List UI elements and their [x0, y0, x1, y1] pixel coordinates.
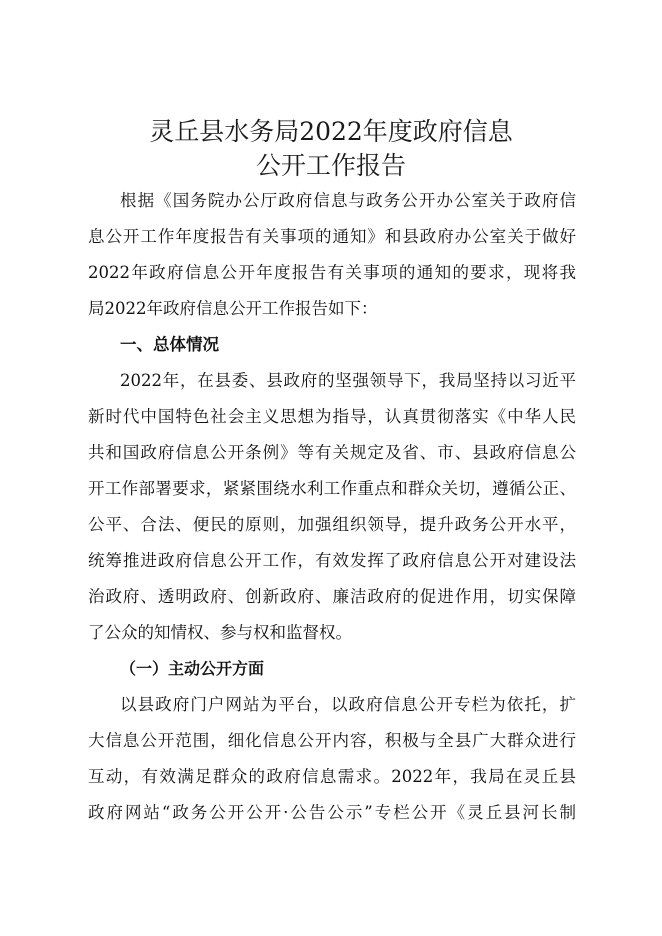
- document-title-line-1: 灵丘县水务局2022年度政府信息: [149, 117, 513, 146]
- intro-line: 根据《国务院办公厅政府信息与政务公开办公室关于政府信: [120, 191, 576, 210]
- intro-line: 局2022年政府信息公开工作报告如下：: [88, 299, 378, 318]
- body-line: 治政府、透明政府、创新政府、廉洁政府的促进作用，切实保障: [88, 587, 576, 606]
- body-line: 新时代中国特色社会主义思想为指导，认真贯彻落实《中华人民: [88, 407, 576, 426]
- body-line: 开工作部署要求，紧紧围绕水利工作重点和群众关切，遵循公正、: [88, 479, 576, 498]
- intro-line: 息公开工作年度报告有关事项的通知》和县政府办公室关于做好: [88, 227, 576, 246]
- body-line: 共和国政府信息公开条例》等有关规定及省、市、县政府信息公: [88, 443, 576, 462]
- body-line: 以县政府门户网站为平台，以政府信息公开专栏为依托，扩: [120, 695, 576, 714]
- body-line: 互动，有效满足群众的政府信息需求。2022年，我局在灵丘县: [88, 767, 576, 786]
- body-line: 政府网站“政务公开公开·公告公示”专栏公开《灵丘县河长制: [88, 803, 576, 822]
- body-line: 公平、合法、便民的原则，加强组织领导，提升政务公开水平，: [88, 515, 576, 534]
- document-title-line-2: 公开工作报告: [255, 151, 406, 180]
- body-line: 统筹推进政府信息公开工作，有效发挥了政府信息公开对建设法: [88, 551, 576, 570]
- body-line: 了公众的知情权、参与权和监督权。: [88, 623, 352, 642]
- body-line: 2022年，在县委、县政府的坚强领导下，我局坚持以习近平: [120, 371, 576, 390]
- intro-line: 2022年政府信息公开年度报告有关事项的通知的要求，现将我: [88, 263, 576, 282]
- section-heading: 一、总体情况: [120, 335, 219, 354]
- subsection-heading: （一）主动公开方面: [120, 659, 265, 678]
- body-line: 大信息公开范围，细化信息公开内容，积极与全县广大群众进行: [88, 731, 576, 750]
